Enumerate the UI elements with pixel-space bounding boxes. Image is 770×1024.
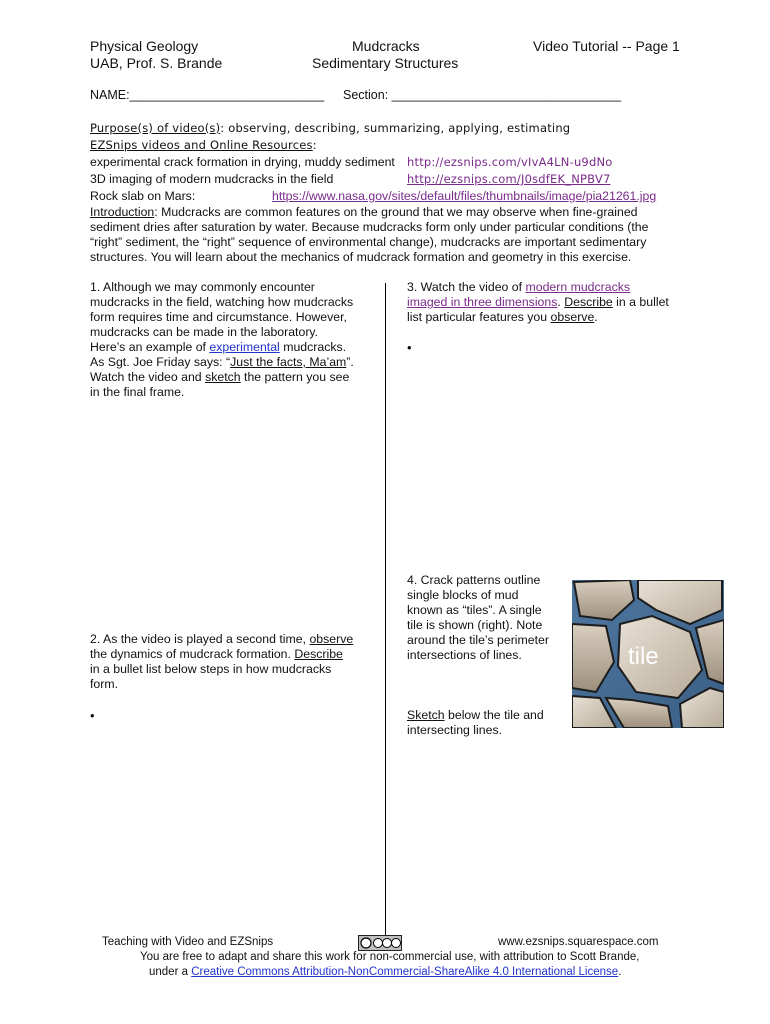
q3-l2-mid: . — [557, 295, 565, 309]
q1-l5-post: mudcracks. — [279, 340, 347, 354]
q2-line-2 — [90, 647, 380, 662]
doc-title: Mudcracks — [352, 38, 420, 54]
question-3 — [407, 280, 707, 325]
q2-describe: Describe — [294, 647, 343, 661]
q1-line-5 — [90, 340, 380, 355]
resources-label: EZSnips videos and Online Resources — [90, 138, 313, 152]
resource-link-1[interactable]: http://ezsnips.com/vIvA4LN-u9dNo — [407, 155, 613, 169]
intro-line-1 — [90, 205, 638, 219]
q4-line-2: single blocks of mud — [407, 588, 519, 602]
footer-l3-post: . — [618, 966, 622, 978]
q4-s1-post: below the tile and — [444, 708, 544, 722]
resources-heading — [90, 138, 317, 152]
intro-text-1: : Mudcracks are common features on the ground that we may observe when fine-grained — [154, 205, 638, 219]
q4-sketch-line-1 — [407, 708, 567, 723]
q3-line-1 — [407, 280, 707, 295]
q4-sketch-line-2: intersecting lines. — [407, 723, 503, 737]
q1-quote: Just the facts, Ma’am — [230, 355, 347, 369]
q3-l3-pre: list particular features you — [407, 310, 551, 324]
q4-line-3: known as “tiles”. A single — [407, 603, 542, 617]
footer-license-line-2 — [149, 966, 621, 978]
q3-l3-post: . — [594, 310, 598, 324]
q4-line-6: intersections of lines. — [407, 648, 522, 662]
footer-license-line: You are free to adapt and share this work for non-commercial use, with attribution to Scott Brande, — [140, 951, 640, 963]
imaged-3d-link[interactable]: imaged in three dimensions — [407, 295, 558, 309]
name-field: NAME:____________________________ — [90, 88, 325, 102]
q4-line-1: 4. Crack patterns outline — [407, 573, 541, 587]
experimental-link[interactable]: experimental — [209, 340, 280, 354]
resources-colon: : — [312, 138, 317, 152]
q3-line-3 — [407, 310, 707, 325]
mudcrack-tile-image — [572, 580, 724, 728]
q2-l1-pre: 2. As the video is played a second time, — [90, 632, 310, 646]
q2-line-4: form. — [90, 677, 119, 691]
q1-l6-pre: As Sgt. Joe Friday says: “ — [90, 355, 231, 369]
page-label: Video Tutorial -- Page 1 — [533, 38, 680, 54]
footer-left: Teaching with Video and EZSnips — [102, 936, 274, 948]
q1-line-7 — [90, 370, 380, 385]
q3-l1-pre: 3. Watch the video of — [407, 280, 526, 294]
course-title: Physical Geology — [90, 38, 199, 54]
purpose-label: Purpose(s) of video(s) — [90, 121, 221, 135]
instructor: UAB, Prof. S. Brande — [90, 55, 223, 71]
purpose-text: : observing, describing, summarizing, applying, estimating — [220, 121, 571, 135]
q3-l2-post: in a bullet — [612, 295, 669, 309]
resource-text-3: Rock slab on Mars: — [90, 189, 196, 203]
q1-line-8: in the final frame. — [90, 385, 185, 399]
q4-sketch: Sketch — [407, 708, 445, 722]
q1-l5-pre: Here’s an example of — [90, 340, 210, 354]
q1-sketch: sketch — [205, 370, 241, 384]
resource-link-2[interactable]: http://ezsnips.com/J0sdfEK_NPBV7 — [407, 172, 611, 186]
q2-observe: observe — [309, 632, 354, 646]
modern-mudcracks-link[interactable]: modern mudcracks — [525, 280, 631, 294]
resource-link-3[interactable]: https://www.nasa.gov/sites/default/files/thumbnails/image/pia21261.jpg — [272, 189, 657, 203]
q1-l7-pre: Watch the video and — [90, 370, 206, 384]
intro-label: Introduction — [90, 205, 155, 219]
intro-line-3: “right” sediment, the “right” sequence of environmental change), mudcracks are important sedimentary — [90, 235, 647, 249]
q4-line-5: around the tile’s perimeter — [407, 633, 549, 647]
resource-text-2: 3D imaging of modern mudcracks in the field — [90, 172, 334, 186]
column-divider — [385, 283, 386, 945]
question-4 — [407, 573, 567, 663]
resource-text-1: experimental crack formation in drying, muddy sediment — [90, 155, 395, 169]
q2-line-3: in a bullet list below steps in how mudcracks — [90, 662, 332, 676]
cc-license-link[interactable]: Creative Commons Attribution-NonCommercial-ShareAlike 4.0 International License — [191, 966, 619, 978]
tile-label: tile — [628, 643, 659, 670]
mudcrack-photo — [572, 580, 724, 728]
q2-bullet: • — [90, 708, 95, 723]
section-field: Section: _________________________________ — [343, 88, 622, 102]
intro-line-4: structures. You will learn about the mechanics of mudcrack formation and geometry in this exercise. — [90, 250, 632, 264]
q2-l2-pre: the dynamics of mudcrack formation. — [90, 647, 295, 661]
purpose-line — [90, 121, 570, 135]
q2-line-1 — [90, 632, 380, 647]
q1-line-2: mudcracks in the field, watching how mudcracks — [90, 295, 354, 309]
ezsnips-site-link[interactable]: www.ezsnips.squarespace.com — [498, 936, 659, 948]
q1-line-3: form requires time and circumstance. However, — [90, 310, 347, 324]
footer-l3-pre: under a — [149, 966, 192, 978]
q3-bullet: • — [407, 340, 412, 355]
q1-line-4: mudcracks can be made in the laboratory. — [90, 325, 319, 339]
q3-line-2 — [407, 295, 707, 310]
q4-sketch-instructions — [407, 708, 567, 738]
intro-line-2: sediment dries after saturation by water. Because mudcracks form only under particular conditions (the — [90, 220, 649, 234]
question-1 — [90, 280, 380, 400]
q3-observe: observe — [550, 310, 595, 324]
q4-line-4: tile is shown (right). Note — [407, 618, 543, 632]
q1-l7-post: the pattern you see — [240, 370, 350, 384]
q1-l6-post: ”. — [346, 355, 354, 369]
q1-line-6 — [90, 355, 380, 370]
doc-subtitle: Sedimentary Structures — [312, 55, 459, 71]
q3-describe: Describe — [564, 295, 613, 309]
q1-line-1: 1. Although we may commonly encounter — [90, 280, 315, 294]
question-2 — [90, 632, 380, 692]
cc-license-badge-icon[interactable] — [358, 935, 402, 951]
